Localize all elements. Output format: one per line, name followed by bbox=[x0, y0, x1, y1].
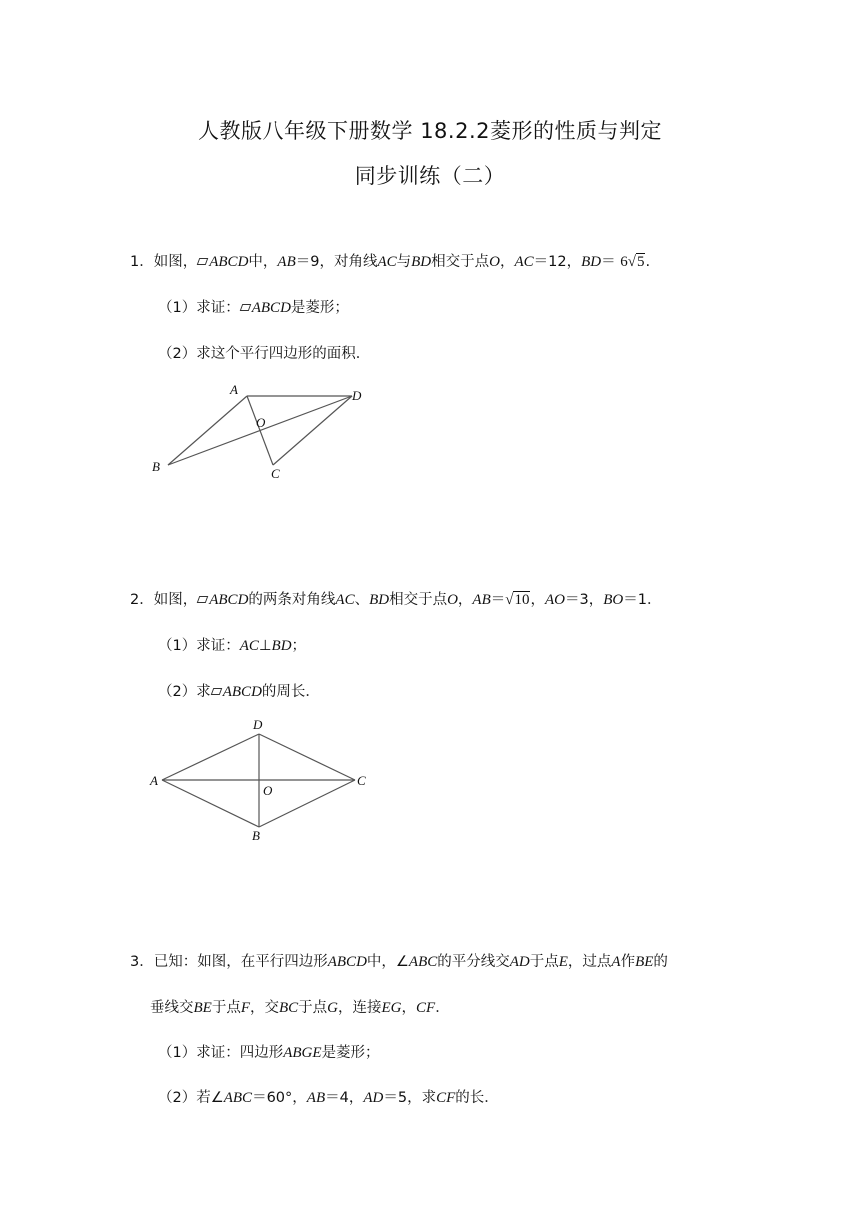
parallelogram-symbol bbox=[197, 258, 209, 265]
label-O: O bbox=[256, 415, 266, 430]
document-title: 人教版八年级下册数学 18.2.2菱形的性质与判定 bbox=[198, 119, 662, 143]
segment-AD bbox=[162, 734, 259, 780]
sqrt-expression: 6√5 bbox=[620, 254, 645, 270]
segment-CB bbox=[259, 780, 355, 827]
question-number: 3． bbox=[130, 954, 154, 970]
question-2-figure bbox=[140, 712, 380, 847]
parallelogram-symbol bbox=[197, 596, 209, 603]
segment-DC bbox=[273, 396, 352, 465]
segment-DC bbox=[259, 734, 355, 780]
label-C: C bbox=[357, 773, 366, 788]
document-subtitle: 同步训练（二） bbox=[354, 164, 506, 188]
label-O: O bbox=[263, 783, 273, 798]
question-number: 2． bbox=[130, 592, 154, 608]
parallelogram-symbol bbox=[210, 688, 222, 695]
label-A: A bbox=[150, 773, 158, 788]
label-B: B bbox=[152, 459, 160, 474]
question-number: 1． bbox=[130, 254, 154, 270]
question-2-stem: 2．如图， ABCD的两条对角线AC、BD相交于点O，AB＝√10，AO＝3，BO＝1． bbox=[130, 592, 662, 608]
question-1-part-1: （1）求证： ABCD是菱形； bbox=[158, 300, 349, 316]
diagonal-AC bbox=[247, 396, 273, 465]
label-A: A bbox=[230, 382, 238, 397]
segment-BA bbox=[162, 780, 259, 827]
label-B: B bbox=[252, 828, 260, 843]
question-2-part-2: （2）求 ABCD的周长． bbox=[158, 684, 320, 700]
question-3-part-2: （2）若∠ABC＝60°，AB＝4，AD＝5，求CF的长． bbox=[158, 1090, 499, 1106]
sqrt-expression: √10 bbox=[505, 592, 530, 608]
label-D: D bbox=[253, 717, 263, 732]
question-1-part-2: （2）求这个平行四边形的面积． bbox=[158, 346, 371, 362]
question-3-part-1: （1）求证：四边形ABGE是菱形； bbox=[158, 1045, 380, 1061]
question-3-stem-line-1: 3．已知：如图，在平行四边形ABCD中，∠ABC的平分线交AD于点E，过点A作BE的 bbox=[130, 954, 668, 970]
segment-BA bbox=[168, 396, 247, 465]
question-1-figure bbox=[140, 380, 380, 485]
parallelogram-symbol bbox=[239, 304, 251, 311]
question-2-part-1: （1）求证：AC⊥BD； bbox=[158, 638, 307, 654]
label-D: D bbox=[352, 388, 362, 403]
question-1-stem: 1．如图， ABCD中，AB＝9，对角线AC与BD相交于点O，AC＝12，BD＝ 6√5. bbox=[130, 254, 651, 270]
question-3-stem-line-2: 垂线交BE于点F，交BC于点G，连接EG，CF． bbox=[150, 1000, 450, 1016]
label-C: C bbox=[271, 466, 280, 481]
